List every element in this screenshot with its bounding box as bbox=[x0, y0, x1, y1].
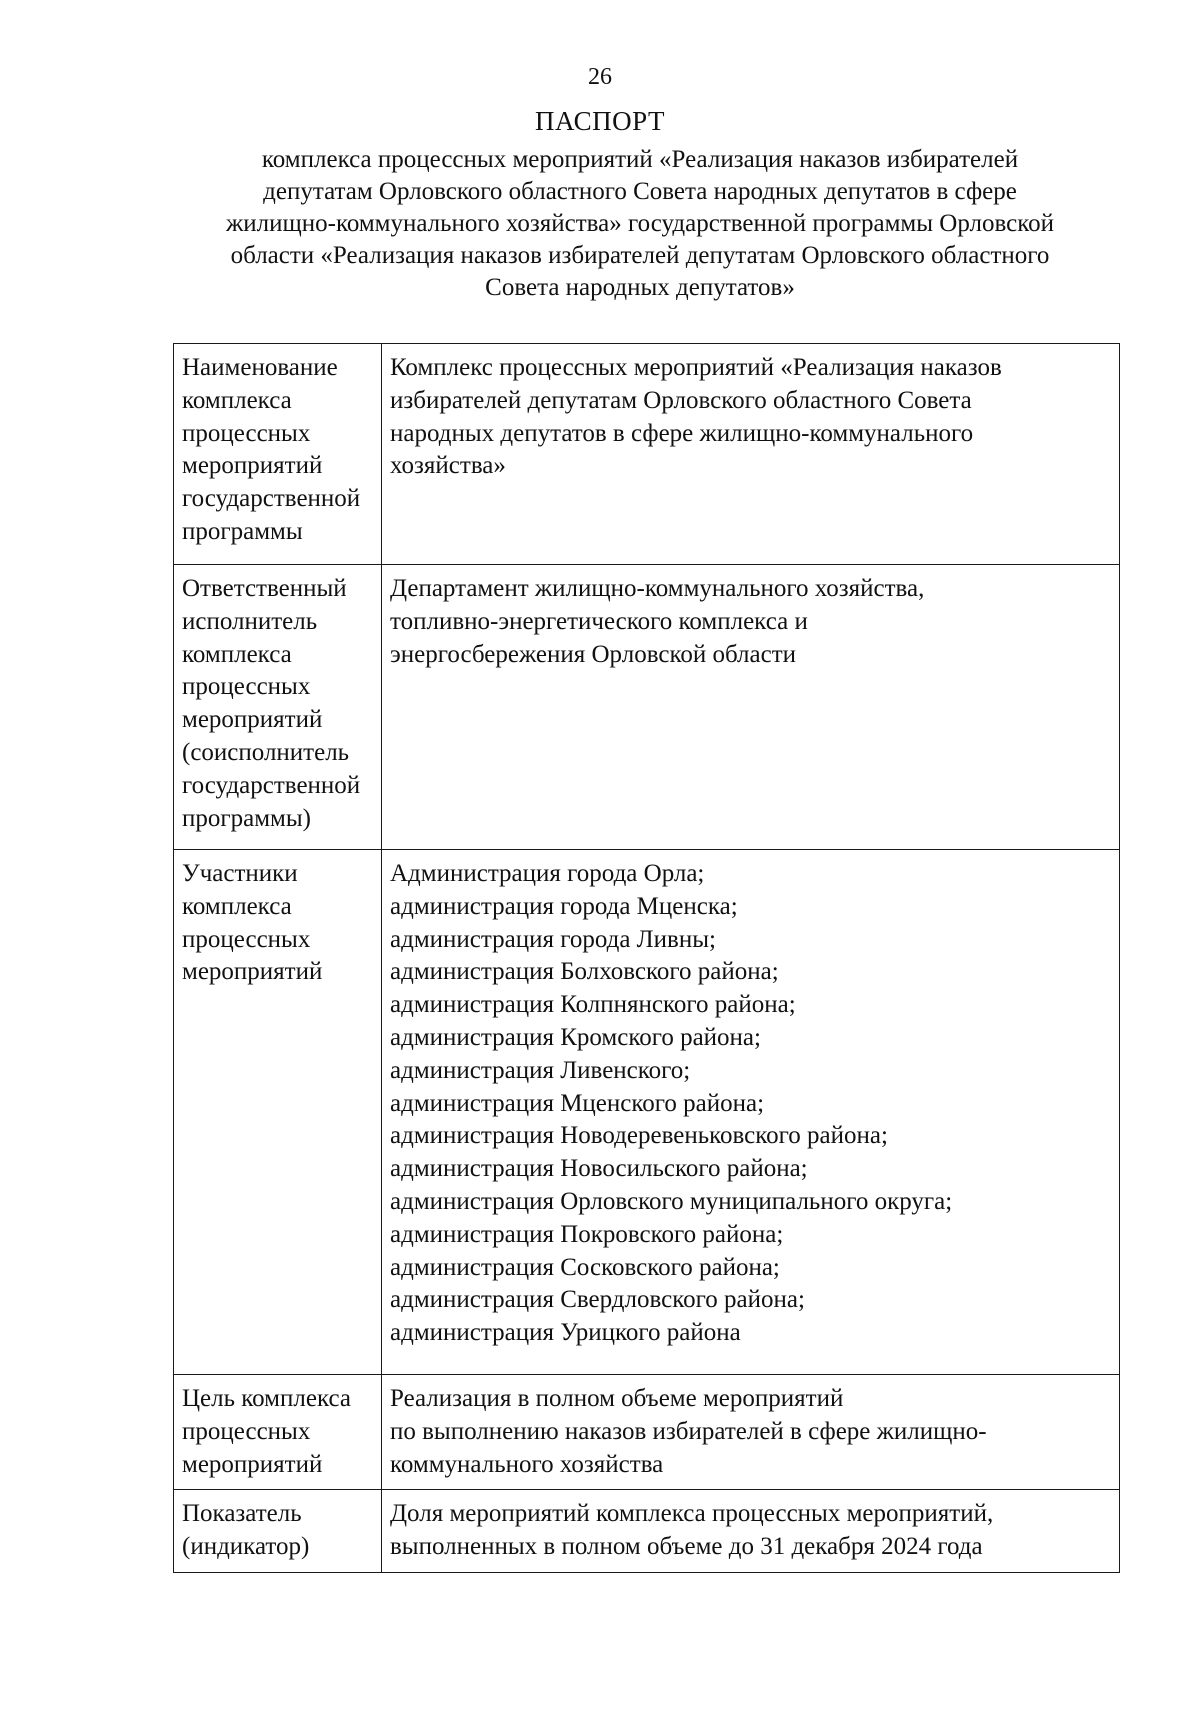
page-number: 26 bbox=[588, 64, 612, 90]
document-title: ПАСПОРТ bbox=[535, 106, 665, 136]
row-label-goal: Цель комплекса процессных мероприятий bbox=[174, 1375, 382, 1490]
row-value-goal: Реализация в полном объеме мероприятий по выполнению наказов избирателей в сфере жилищно- коммунального хозяйства bbox=[382, 1375, 1120, 1490]
row-label-responsible: Ответственный исполнитель комплекса процессных мероприятий (соисполнитель государственной программы) bbox=[174, 565, 382, 850]
row-value-indicator: Доля мероприятий комплекса процессных мероприятий, выполненных в полном объеме до 31 декабря 2024 года bbox=[382, 1490, 1120, 1573]
row-value-name: Комплекс процессных мероприятий «Реализация наказов избирателей депутатам Орловского областного Совета народных депутатов в сфере жилищно-коммунального хозяйства» bbox=[382, 344, 1120, 565]
row-label-indicator: Показатель (индикатор) bbox=[174, 1490, 382, 1573]
row-value-participants: Администрация города Орла; администрация города Мценска; администрация города Ливны; администрация Болховского района; администрация Колпнянского района; администрация Кромского района; администрация Ливенского; администрация Мценского района; администрация Новодеревеньковского района; администрация Новосильского района; администрация Орловского муниципального округа; администрация Покровского района; администрация Сосковского района; администрация Свердловского района; администрация Урицкого района bbox=[382, 850, 1120, 1375]
table-row-indicator bbox=[174, 1490, 1120, 1573]
table-row-responsible bbox=[174, 565, 1120, 850]
table-row-goal bbox=[174, 1375, 1120, 1490]
passport-table bbox=[173, 343, 1120, 1573]
document-subtitle: комплекса процессных мероприятий «Реализация наказов избирателей депутатам Орловского областного Совета народных депутатов в сфере жилищно-коммунального хозяйства» государственной программы Орловской области «Реализация наказов избирателей депутатам Орловского областного Совета народных депутатов» bbox=[225, 146, 1055, 301]
table-row-participants bbox=[174, 850, 1120, 1375]
row-value-responsible: Департамент жилищно-коммунального хозяйства, топливно-энергетического комплекса и энергосбережения Орловской области bbox=[382, 565, 1120, 850]
table-row-name bbox=[174, 344, 1120, 565]
row-label-participants: Участники комплекса процессных мероприятий bbox=[174, 850, 382, 1375]
row-label-name: Наименование комплекса процессных мероприятий государственной программы bbox=[174, 344, 382, 565]
